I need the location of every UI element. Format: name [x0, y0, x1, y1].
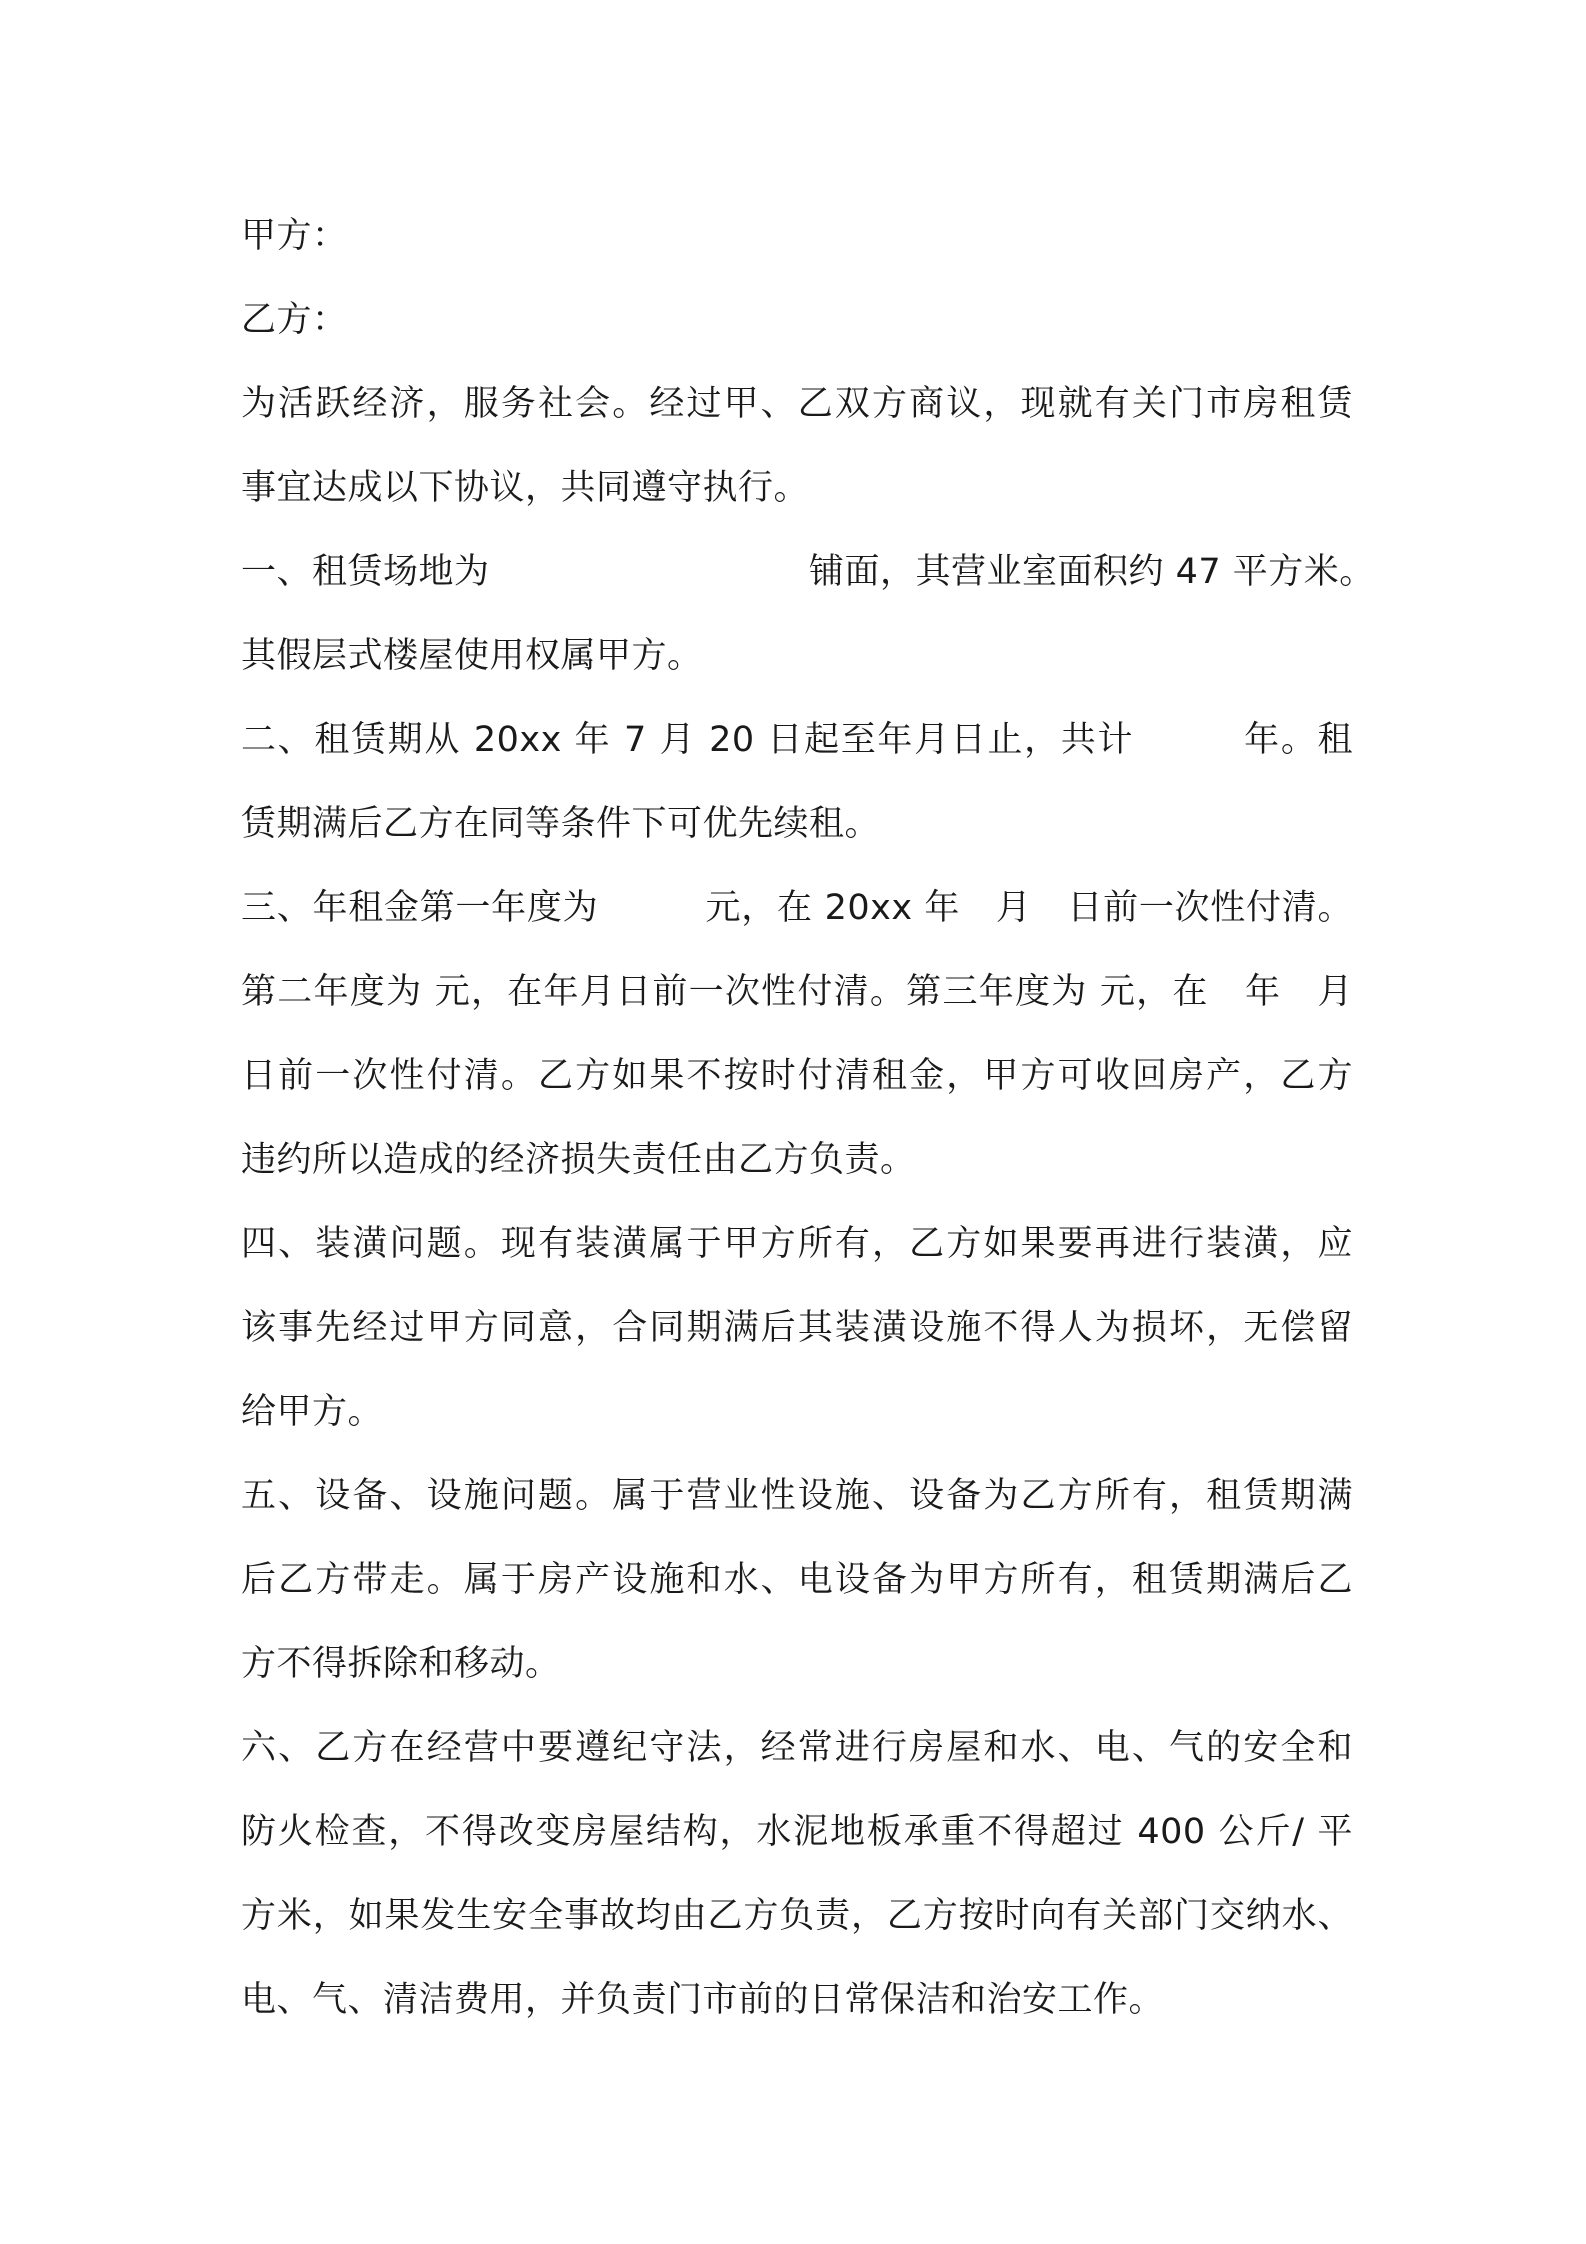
- text-line: 一、租赁场地为 铺面，其营业室面积约 47 平方米。: [241, 552, 1375, 592]
- text-line: 方米，如果发生安全事故均由乙方负责，乙方按时向有关部门交纳水、: [241, 1896, 1353, 1936]
- text-line: 赁期满后乙方在同等条件下可优先续租。: [241, 804, 881, 844]
- party-a-label: 甲方：: [241, 216, 348, 256]
- text-line: 事宜达成以下协议，共同遵守执行。: [241, 468, 810, 508]
- text-line: 给甲方。: [241, 1392, 384, 1432]
- text-line: 防火检查，不得改变房屋结构，水泥地板承重不得超过 400 公斤/ 平: [241, 1812, 1353, 1852]
- text-line: 其假层式楼屋使用权属甲方。: [241, 636, 703, 676]
- text-line: 第二年度为 元，在年月日前一次性付清。第三年度为 元，在 年 月: [241, 972, 1353, 1012]
- text-line: 违约所以造成的经济损失责任由乙方负责。: [241, 1140, 916, 1180]
- text-line: 后乙方带走。属于房产设施和水、电设备为甲方所有，租赁期满后乙: [241, 1560, 1353, 1600]
- text-line: 六、乙方在经营中要遵纪守法，经常进行房屋和水、电、气的安全和: [241, 1728, 1353, 1768]
- text-line: 为活跃经济，服务社会。经过甲、乙双方商议，现就有关门市房租赁: [241, 384, 1353, 424]
- text-line: 二、租赁期从 20xx 年 7 月 20 日起至年月日止，共计 年。租: [241, 720, 1353, 760]
- text-line: 该事先经过甲方同意，合同期满后其装潢设施不得人为损坏，无偿留: [241, 1308, 1353, 1348]
- party-b-label: 乙方：: [241, 300, 348, 340]
- text-line: 三、年租金第一年度为 元，在 20xx 年 月 日前一次性付清。: [241, 888, 1353, 928]
- document-body: [241, 194, 1375, 2042]
- text-line: 电、气、清洁费用，并负责门市前的日常保洁和治安工作。: [241, 1980, 1165, 2020]
- text-line: 日前一次性付清。乙方如果不按时付清租金，甲方可收回房产，乙方: [241, 1056, 1353, 1096]
- text-line: 四、装潢问题。现有装潢属于甲方所有，乙方如果要再进行装潢，应: [241, 1224, 1353, 1264]
- text-line: 五、设备、设施问题。属于营业性设施、设备为乙方所有，租赁期满: [241, 1476, 1353, 1516]
- text-line: 方不得拆除和移动。: [241, 1644, 561, 1684]
